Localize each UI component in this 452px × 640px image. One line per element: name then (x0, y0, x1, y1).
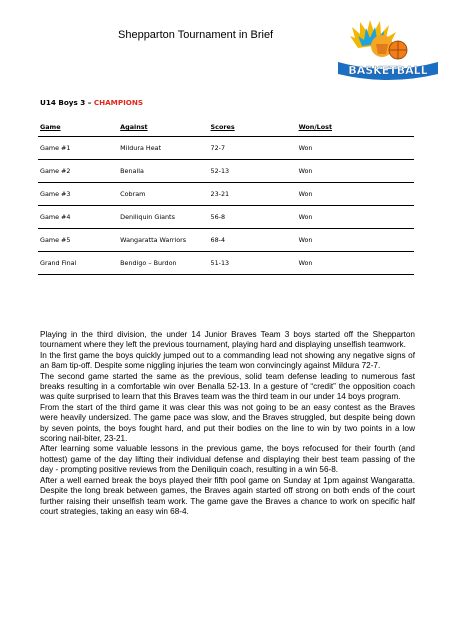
cell-result: Won (297, 229, 414, 252)
cell-score: 72-7 (209, 137, 297, 160)
report-paragraph: After learning some valuable lessons in the previous game, the boys refocused for their fourth (and hottest) game of the day lifting their individual defense and displaying their best team passing of the day - prompting positive reviews from the Deniliquin coach, resulting in a win 56-8. (40, 444, 415, 475)
cell-score: 68-4 (209, 229, 297, 252)
document-title: Shepparton Tournament in Brief (118, 29, 274, 41)
cell-game: Game #2 (38, 160, 118, 183)
cell-against: Bendigo – Burdon (118, 252, 208, 275)
column-header-won-lost: Won/Lost (297, 118, 414, 137)
champions-label: CHAMPIONS (93, 98, 144, 107)
cell-result: Won (297, 160, 414, 183)
cell-score: 56-8 (209, 206, 297, 229)
cell-against: Benalla (118, 160, 208, 183)
team-heading (40, 98, 143, 107)
column-header-game: Game (38, 118, 118, 137)
report-paragraph: Playing in the third division, the under 14 Junior Braves Team 3 boys started off the Shepparton tournament where they left the previous tournament, playing hard and displaying unselfish teamwork. (40, 330, 415, 350)
table-header-row (38, 118, 414, 137)
svg-text:BASKETBALL: BASKETBALL (348, 64, 428, 77)
report-paragraph: The second game started the same as the previous, solid team defense leading to numerous fast breaks resulting in a comfortable win over Benalla 52-13. In a gesture of “credit” the opposition coach was quite surprised to learn that this Braves team was the third team in our under 14 boys program. (40, 371, 415, 402)
cell-score: 23-21 (209, 183, 297, 206)
match-report (40, 330, 415, 517)
cell-result: Won (297, 137, 414, 160)
cell-game: Grand Final (38, 252, 118, 275)
table-row (38, 160, 414, 183)
team-name: U14 Boys 3 – (40, 98, 94, 107)
report-paragraph: After a well earned break the boys played their fifth pool game on Sunday at 1pm against Wangaratta. Despite the long break between games, the Braves again started off strong on both ends of the court further raising their unselfish team work. The game gave the Braves a chance to work on specific half court strategies, taking an easy win 68-4. (40, 475, 415, 516)
table-row (38, 206, 414, 229)
cell-result: Won (297, 183, 414, 206)
cell-game: Game #3 (38, 183, 118, 206)
column-header-against: Against (118, 118, 208, 137)
cell-result: Won (297, 206, 414, 229)
cell-against: Deniliquin Giants (118, 206, 208, 229)
report-paragraph: From the start of the third game it was clear this was not going to be an easy contest as the Braves were heavily undersized. The game pace was slow, and the Braves struggled, but despite being down by seven points, the boys fought hard, and put their bodies on the line to win by two points in a low scoring nail-biter, 23-21. (40, 402, 415, 444)
report-paragraph: In the first game the boys quickly jumped out to a commanding lead not showing any negative signs of an 8am tip-off. Despite some niggling injuries the team won convincingly against Mildura 72-7. (40, 350, 415, 371)
table-row (38, 252, 414, 275)
cell-game: Game #1 (38, 137, 118, 160)
braves-logo-icon (336, 14, 440, 82)
table-row (38, 137, 414, 160)
cell-against: Wangaratta Warriors (118, 229, 208, 252)
table-row (38, 183, 414, 206)
cell-against: Mildura Heat (118, 137, 208, 160)
cell-game: Game #5 (38, 229, 118, 252)
results-table (38, 118, 414, 275)
cell-against: Cobram (118, 183, 208, 206)
column-header-scores: Scores (209, 118, 297, 137)
cell-result: Won (297, 252, 414, 275)
table-row (38, 229, 414, 252)
cell-game: Game #4 (38, 206, 118, 229)
cell-score: 51-13 (209, 252, 297, 275)
cell-score: 52-13 (209, 160, 297, 183)
basketball-logo (336, 14, 440, 82)
